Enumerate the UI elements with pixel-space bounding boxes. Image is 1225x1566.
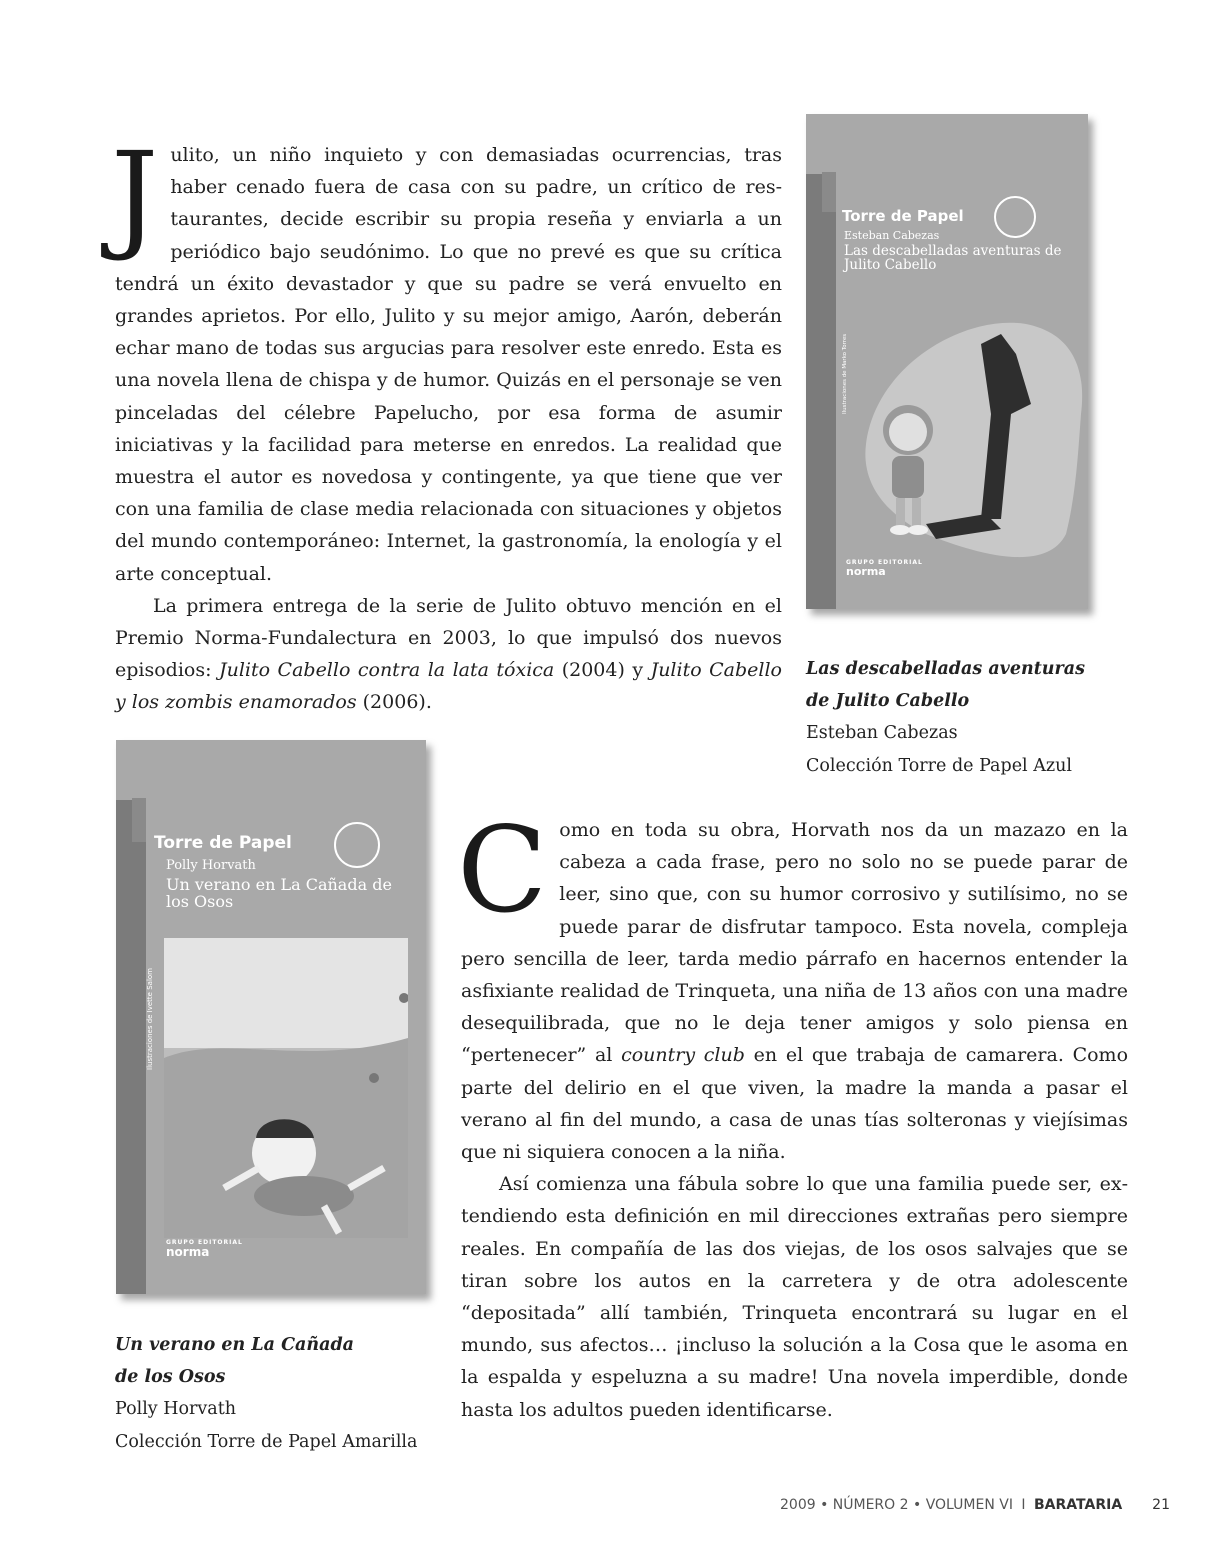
cover-author: Esteban Cabezas: [844, 229, 940, 242]
cover-author: Polly Horvath: [166, 858, 256, 873]
cover-illustration-frame: [164, 938, 408, 1238]
caption-julito-cabello: [806, 653, 1146, 782]
cover-illustrator-credit: Ilustraciones de Marko Torres: [842, 333, 848, 414]
cover-step-block: [132, 798, 146, 842]
cover-publisher-logo: GRUPO EDITORIAL norma: [166, 1239, 243, 1259]
page-footer: [780, 1497, 1170, 1513]
footer-issue-info: 2009 • NÚMERO 2 • VOLUMEN VI: [780, 1497, 1013, 1513]
caption-book-title-line-2: de los Osos: [115, 1367, 226, 1388]
cover-illustration-boy-icon: [806, 114, 1088, 609]
article-2-paragraph-1: omo en toda su obra, Horvath nos da un mazazo en la cabeza a cada frase, pero no solo no se puede parar de leer, sino que, con su humor corrosivo y sutilísimo, no se puede parar de disfrutar tampoco. Esta novela, compleja pero sencilla de leer, tarda medio párrafo en hacernos entender la asfixiante realidad de Trinqueta, una niña de 13 años con una madre desequilibrada, que no le deja tener amigos y solo piensa en “pertenecer” al country club en el que trabaja de camarera. Como parte del delirio en el que viven, la madre la manda a pasar el verano al fin del mundo, a casa de unas tías solteronas y viejísimas que ni siquiera conocen a la niña.: [461, 819, 1129, 1164]
cover-illustrator-credit: Ilustraciones de Ivette Salom: [146, 968, 154, 1070]
caption-author: Esteban Cabezas: [806, 723, 958, 744]
cover-series-name: Torre de Papel: [154, 833, 292, 853]
article-2: [457, 801, 1129, 1426]
drop-cap-j: J: [111, 126, 159, 264]
cover-title: Un verano en La Cañada de los Osos: [166, 875, 392, 911]
caption-book-title-line-1: Las descabelladas aventuras: [806, 659, 1085, 679]
cover-series-name: Torre de Papel: [842, 207, 964, 225]
cover-title: Las descabelladas aventuras de Julito Cabello: [844, 243, 1062, 274]
book-cover-verano-canada: [116, 740, 426, 1294]
caption-author: Polly Horvath: [115, 1399, 237, 1420]
drop-cap-c: C: [457, 801, 548, 939]
cover-spine-strip: [116, 800, 146, 1294]
article-1: [111, 126, 782, 719]
book-title-lata-toxica: Julito Cabello contra la lata tóxica: [218, 659, 555, 682]
caption-verano-canada: [115, 1329, 455, 1458]
cover-publisher-logo: GRUPO EDITORIAL norma: [846, 559, 923, 578]
book-title-zombis: Julito Cabello y los zombis enamorados: [115, 659, 782, 714]
cover-illustration-girl-icon: [164, 938, 408, 1238]
footer-separator: I: [1021, 1497, 1026, 1513]
cover-seal-icon: [334, 822, 380, 868]
article-1-paragraph-1: ulito, un niño inquieto y con demasiadas ocurrencias, tras haber cenado fuera de casa con su padre, un crítico de restaurantes, decide escribir su propia reseña y enviarla a un periódico bajo seudónimo. Lo que no prevé es que su crítica tendrá un éxito devastador y que su padre se verá envuelto en grandes aprietos. Por ello, Julito y su mejor amigo, Aarón, deberán echar mano de todas sus argucias para resolver este enredo. Esta es una novela llena de chispa y de humor. Quizás en el personaje se ven pinceladas del célebre Papelucho, por esa forma de asumir iniciativas y la facilidad para meterse en enredos. La realidad que muestra el autor es novedosa y contingente, ya que tiene que ver con una familia de clase media relacionada con situaciones y objetos del mundo contemporáneo: Internet, la gastronomía, la enología y el arte conceptual.: [115, 144, 782, 585]
footer-magazine-name: BARATARIA: [1034, 1497, 1123, 1513]
caption-collection: Colección Torre de Papel Azul: [806, 755, 1072, 776]
caption-book-title-line-1: Un verano en La Cañada: [115, 1335, 355, 1355]
page-number: 21: [1152, 1497, 1170, 1513]
caption-book-title-line-2: de Julito Cabello: [806, 691, 970, 712]
book-cover-julito-cabello: [806, 114, 1088, 609]
article-2-paragraph-2: Así comienza una fábula sobre lo que una familia puede ser, extendiendo esta definición en mil direcciones extrañas pero siempre reales. En compañía de las dos viejas, de los osos salvajes que se tiran sobre los autos en la carretera y de otra adolescente “depositada” allí también, Trinqueta encontrará su lugar en el mundo, sus afectos… ¡incluso la solución a la Cosa que le asoma en la espalda y espeluzna a su madre! Una novela imperdible, donde hasta los adultos pueden identificarse.: [461, 1173, 1128, 1421]
caption-collection: Colección Torre de Papel Amarilla: [115, 1431, 418, 1452]
article-1-paragraph-2: La primera entrega de la serie de Julito obtuvo mención en el Premio Norma-Fundalectura en 2003, lo que impulsó dos nuevos episodios: Julito Cabello contra la lata tóxica (2004) y Julito Cabello y los zombis enamorados (2006).: [115, 594, 782, 714]
